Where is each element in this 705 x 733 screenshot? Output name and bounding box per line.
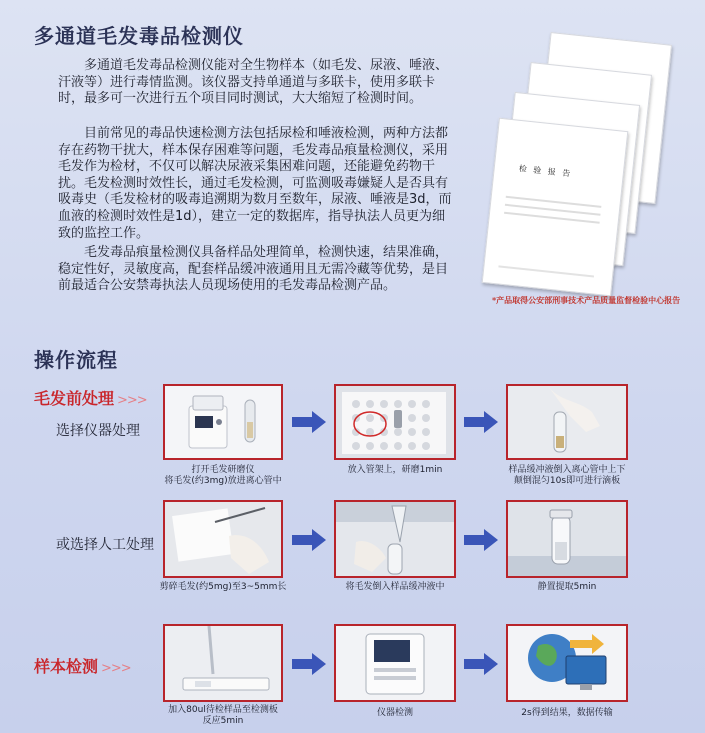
caption-step-9: 2s得到结果，数据传输 — [521, 708, 613, 718]
report-caption: *产品取得公安部刑事技术产品质量监督检验中心报告 — [492, 295, 681, 305]
section-title: 操作流程 — [34, 348, 118, 372]
intro-paragraph-1: 多通道毛发毒品检测仪能对全生物样本（如毛发、尿液、唾液、汗液等）进行毒情监测。该仪器支持单通道与多联卡，使用多联卡时，最多可一次进行五个项目同时测试，大大缩短了检测时间。 — [58, 58, 449, 107]
photo-buffer-tube — [506, 384, 628, 460]
test-report-image — [486, 38, 666, 288]
pretreatment-label: 毛发前处理 >>> — [34, 389, 147, 408]
caption-step-5: 将毛发倒入样品缓冲液中 — [345, 582, 445, 592]
arrow-right-icon — [292, 653, 326, 675]
arrow-right-icon — [464, 411, 498, 433]
arrow-right-icon — [292, 529, 326, 551]
caption-step-7: 加入80ul待检样品至检测板 反应5min — [168, 705, 278, 726]
row-label-instrument: 选择仪器处理 — [56, 423, 140, 439]
arrow-right-icon — [292, 411, 326, 433]
caption-step-8: 仪器检测 — [376, 708, 413, 718]
photo-sample-loading — [163, 624, 283, 702]
arrow-right-icon — [464, 529, 498, 551]
caption-step-1: 打开毛发研磨仪 将毛发(约3mg)放进离心管中 — [164, 465, 282, 486]
page-title: 多通道毛发毒品检测仪 — [34, 24, 244, 48]
arrow-right-icon — [464, 653, 498, 675]
row-label-manual: 或选择人工处理 — [56, 537, 154, 553]
photo-instrument — [334, 624, 456, 702]
intro-paragraph-3: 毛发毒品痕量检测仪具备样品处理简单，检测快速，结果准确，稳定性好，灵敏度高，配套样品缓冲液通用且无需冷藏等优势，是目前最适合公安禁毒执法人员现场使用的毛发毒品检测产品。 — [58, 245, 449, 294]
caption-step-4: 剪碎毛发(约5mg)至3~5mm长 — [159, 582, 287, 592]
caption-step-3: 样品缓冲液倒入离心管中上下 颠倒混匀10s即可进行滴板 — [508, 465, 626, 486]
caption-step-2: 放入管架上，研磨1min — [347, 465, 443, 475]
photo-static-extraction — [506, 500, 628, 578]
photo-data-transfer — [506, 624, 628, 702]
photo-hair-grinder — [163, 384, 283, 460]
caption-step-6: 静置提取5min — [537, 582, 597, 592]
report-heading: 检 验 报 告 — [518, 164, 573, 179]
intro-paragraph-2: 目前常见的毒品快速检测方法包括尿检和唾液检测，两种方法都存在药物干扰大，样本保存困难等问题，毛发毒品痕量检测仪，采用毛发作为检材，不仅可以解决尿液采集困难问题，还能避免药物干扰。毛发检测时效性长，通过毛发检测，可监测吸毒嫌疑人是否具有吸毒史（毛发检材的吸毒追溯期为数月至数年，尿液、唾液是3d，而血液的检测时效性是1d），建立一定的数据库，指导执法人员更为细致的监控工作。 — [58, 126, 452, 241]
photo-cut-hair — [163, 500, 283, 578]
photo-hair-into-buffer — [334, 500, 456, 578]
detection-label: 样本检测 >>> — [34, 657, 131, 676]
photo-tube-rack — [334, 384, 456, 460]
